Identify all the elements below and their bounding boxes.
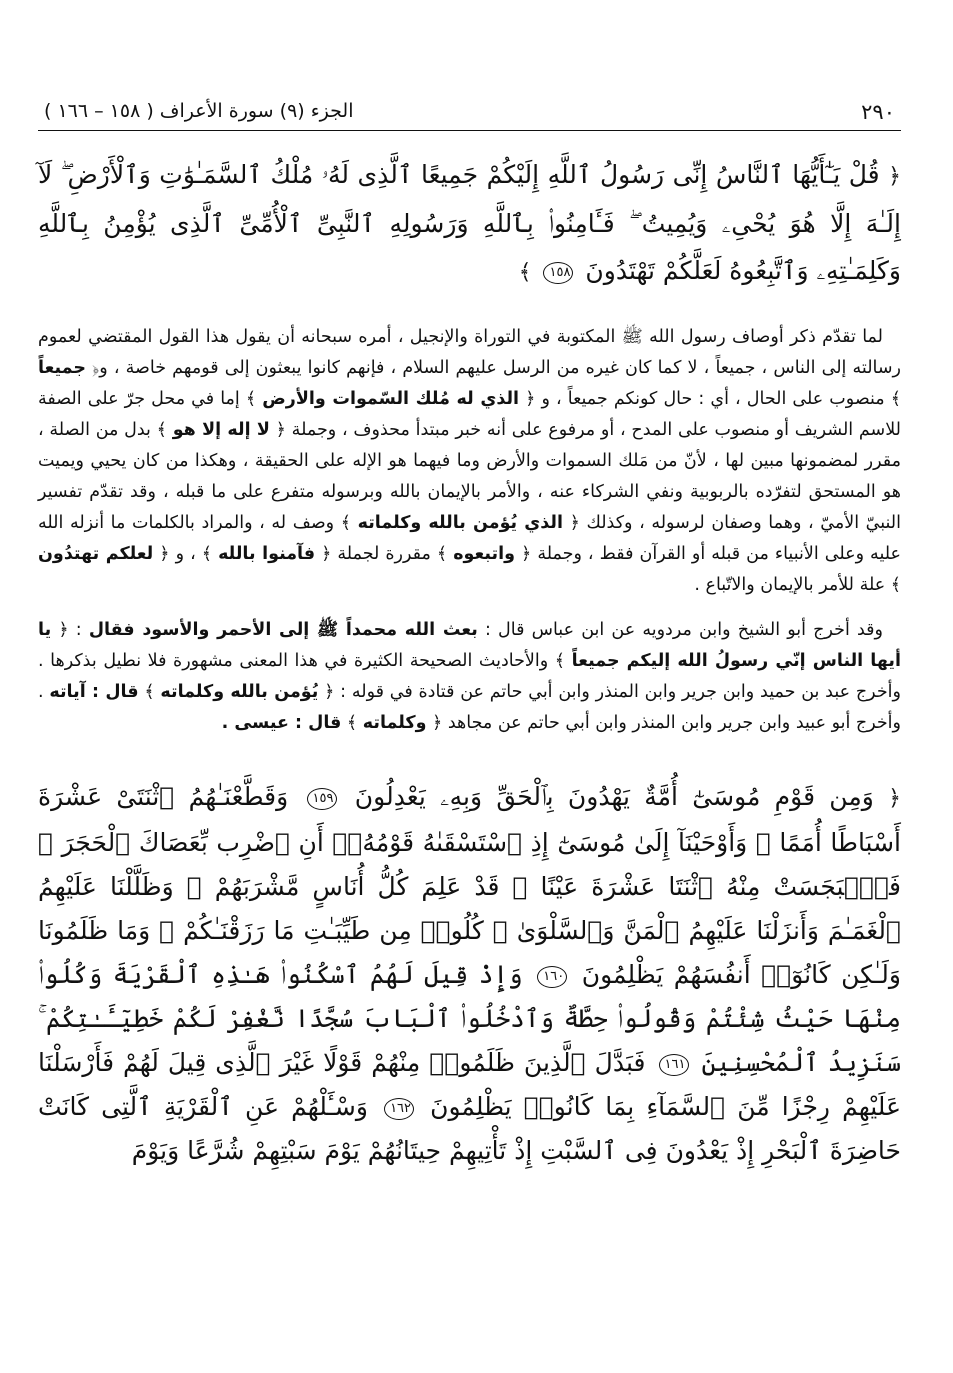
commentary-text: ﴾	[346, 713, 358, 733]
ayah-number-badge: ١٦٢	[384, 1098, 414, 1120]
page	[38, 96, 901, 1333]
ayah-number-badge: ١٦٠	[537, 966, 567, 988]
page-number: ٢٩٠	[861, 100, 895, 124]
page-header	[38, 96, 901, 131]
quran-verse-158	[38, 151, 901, 296]
commentary-text: ﴾ وصف له ، والمراد بالكلمات ما أنزله الله عليه وعلى الأنبياء من قبله أو القرآن فقط ، وجملة ﴿	[38, 513, 901, 564]
commentary-text: ﴾ بدل من الصلة ، مقرر لمضمونها مبين لها ، لأنّ من مَلك السموات والأرض وما فيهما هو الإله على الحقيقة ، وهكذا من كان يحيي ويميت هو المستحق لتفرّده بالربوبية ونفي الشركاء عنه ، والأمر بالإيمان بالله وبرسوله متفرع على ما قبله ، وقد تقدّم تفسير النبيّ الأميّ ، وهما وصفان لرسوله ، وكذلك ﴿	[38, 420, 901, 533]
verse-text: وَإِذْ قِيلَ لَهُمُ ٱسْكُنُوا۟ هَـٰذِهِ ٱلْقَرْيَةَ وَكُلُوا۟ مِنْهَا حَيْثُ شِئْتُمْ وَقُولُوا۟ حِطَّةٌ وَٱدْخُلُوا۟ ٱلْبَابَ سُجَّدًا نَّغْفِرْ لَكُمْ خَطِيٓـَٔـٰتِكُمْ ۚ سَنَزِيدُ ٱلْمُحْسِنِينَ	[38, 960, 901, 1077]
ornate-bracket-close: ﴾	[518, 260, 532, 285]
quoted-phrase: جميعاً	[38, 358, 86, 378]
running-title: الجزء (٩) سورة الأعراف ( ١٥٨ – ١٦٦ )	[44, 100, 354, 122]
quoted-phrase: وكلماته	[362, 713, 427, 733]
quoted-phrase: الذي يُؤمن بالله وكلماته	[357, 513, 563, 533]
verse-text: وَقَطَّعْنَـٰهُمُ ٱثْنَتَىْ عَشْرَةَ أَسْبَاطًا أُمَمًا ۚ وَأَوْحَيْنَآ إِلَىٰ مُوسَىٰٓ إِذِ ٱسْتَسْقَىٰهُ قَوْمُهُۥٓ أَنِ ٱضْرِب بِّعَصَاكَ ٱلْحَجَرَ ۖ فَٱنۢبَجَسَتْ مِنْهُ ٱثْنَتَا عَشْرَةَ عَيْنًا ۖ قَدْ عَلِمَ كُلُّ أُنَاسٍ مَّشْرَبَهُمْ ۚ وَظَلَّلْنَا عَلَيْهِمُ ٱلْغَمَـٰمَ وَأَنزَلْنَا عَلَيْهِمُ ٱلْمَنَّ وَٱلسَّلْوَىٰ ۖ كُلُوا۟ مِن طَيِّبَـٰتِ مَا رَزَقْنَـٰكُمْ ۚ وَمَا ظَلَمُونَا وَلَـٰكِن كَانُوٓا۟ أَنفُسَهُمْ يَظْلِمُونَ	[38, 782, 901, 989]
quoted-phrase: واتبعوه	[453, 544, 515, 564]
quoted-phrase: لا إله إلا هو	[172, 420, 270, 440]
commentary-paragraph	[38, 615, 901, 739]
quoted-phrase: قال : آياته	[49, 682, 139, 702]
quoted-phrase: لعلكم تهتدُون	[38, 544, 154, 564]
tafsir-commentary	[38, 322, 901, 739]
commentary-text: ﴾ علة للأمر بالإيمان والاتّباع .	[694, 575, 901, 595]
quoted-phrase: يا أيها الناس إنّي رسولُ الله إليكم جميعاً	[38, 620, 901, 671]
quoted-phrase: بعث الله محمداً ﷺ إلى الأحمر والأسود فقال	[88, 620, 478, 640]
ayah-number-badge: ١٥٩	[307, 788, 337, 810]
commentary-text: ﴾ ، و ﴿	[159, 544, 213, 564]
verse-text: وَمِن قَوْمِ مُوسَىٰٓ أُمَّةٌ يَهْدُونَ بِٱلْحَقِّ وَبِهِۦ يَعْدِلُونَ	[354, 782, 874, 811]
quoted-phrase: قال : عيسى .	[221, 713, 342, 733]
verse-text: وَسْـَٔلْهُمْ عَنِ ٱلْقَرْيَةِ ٱلَّتِى كَانَتْ حَاضِرَةَ ٱلْبَحْرِ إِذْ يَعْدُونَ فِى ٱلسَّبْتِ إِذْ تَأْتِيهِمْ حِيتَانُهُمْ يَوْمَ سَبْتِهِمْ شُرَّعًا وَيَوْمَ	[38, 1092, 901, 1165]
ayah-number-badge: ١٦١	[659, 1054, 689, 1076]
quran-verses-159-163	[38, 775, 901, 1173]
commentary-text: ﴾ والأحاديث الصحيحة الكثيرة في هذا المعنى مشهورة فلا نطيل بذكرها . وأخرج عبد بن حميد وابن جرير وابن المنذر وابن أبي حاتم عن قتادة في قوله : ﴿	[38, 651, 901, 702]
ornate-bracket-open: ﴿	[888, 786, 901, 811]
quoted-phrase: يُؤمن بالله وكلماته	[160, 682, 319, 702]
ornate-bracket-open: ﴿	[888, 164, 901, 189]
ayah-number-badge: ١٥٨	[543, 262, 573, 284]
commentary-text: لما تقدّم ذكر أوصاف رسول الله ﷺ المكتوبة في التوراة والإنجيل ، أمره سبحانه أن يقول هذا القول المقتضي لعموم رسالته إلى الناس ، جميعاً ، لا كما كان غيره من الرسل عليهم السلام ، فإنهم كانوا يبعثون إلى قومهم خاصة ، و﴿	[38, 327, 901, 378]
quoted-phrase: فآمنوا بالله	[218, 544, 316, 564]
commentary-text: ﴾	[144, 682, 155, 702]
verse-text: قُلْ يَـٰٓأَيُّهَا ٱلنَّاسُ إِنِّى رَسُولُ ٱللَّهِ إِلَيْكُمْ جَمِيعًا ٱلَّذِى لَهُۥ مُلْكُ ٱلسَّمَـٰوَٰتِ وَٱلْأَرْضِ ۖ لَآ إِلَـٰهَ إِلَّا هُوَ يُحْىِۦ وَيُمِيتُ ۖ فَـَٔامِنُوا۟ بِٱللَّهِ وَرَسُولِهِ ٱلنَّبِىِّ ٱلْأُمِّىِّ ٱلَّذِى يُؤْمِنُ بِٱللَّهِ وَكَلِمَـٰتِهِۦ وَٱتَّبِعُوهُ لَعَلَّكُمْ تَهْتَدُونَ	[38, 160, 901, 285]
commentary-text: . وأخرج أبو عبيد وابن جرير وابن المنذر وابن أبي حاتم عن مجاهد ﴿	[38, 682, 901, 733]
commentary-text: : ﴿	[58, 620, 82, 640]
commentary-text: ﴾ إما في محل جرّ على الصفة للاسم الشريف أو منصوب على المدح ، أو مرفوع على أنه خبر مبتدأ محذوف ، وجملة ﴿	[38, 389, 901, 440]
commentary-text: ﴾ منصوب على الحال ، أي : حال كونكم جميعاً ، و ﴿	[525, 389, 901, 409]
commentary-text: وقد أخرج أبو الشيخ وابن مردويه عن ابن عباس قال :	[484, 620, 883, 640]
quoted-phrase: الذي له مُلك السّموات والأرض	[262, 389, 520, 409]
commentary-paragraph	[38, 322, 901, 601]
commentary-text: ﴾ مقررة لجملة ﴿	[321, 544, 448, 564]
verse-text: فَبَدَّلَ ٱلَّذِينَ ظَلَمُوا۟ مِنْهُمْ قَوْلًا غَيْرَ ٱلَّذِى قِيلَ لَهُمْ فَأَرْسَلْنَا عَلَيْهِمْ رِجْزًا مِّنَ ٱلسَّمَآءِ بِمَا كَانُوا۟ يَظْلِمُونَ	[38, 1048, 901, 1121]
